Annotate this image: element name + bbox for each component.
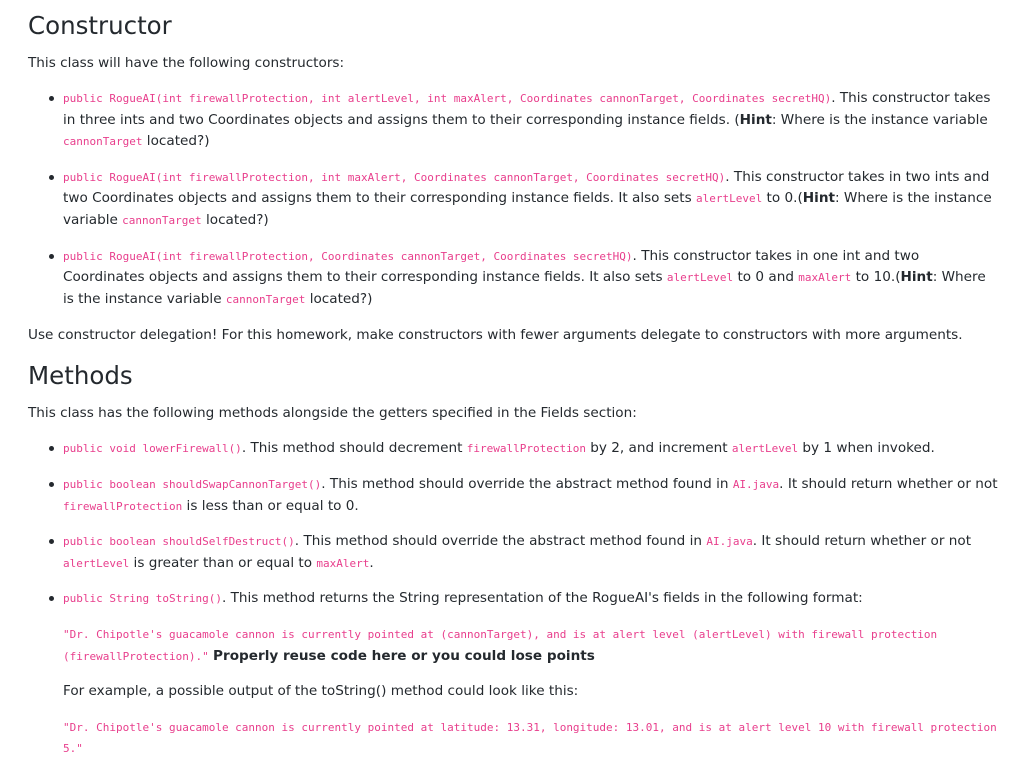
- constructor-item-3: [28, 246, 1000, 311]
- inline-code: AI.java: [732, 477, 780, 491]
- item-text: .: [369, 554, 374, 571]
- inline-code: cannonTarget: [122, 213, 202, 227]
- item-text: . This method returns the String representation of the RogueAI's fields in the following format:: [221, 590, 863, 607]
- item-text: . This method should decrement: [241, 440, 467, 457]
- item-text: to 10.(: [851, 269, 901, 286]
- item-text: . This constructor takes in two ints and two Coordinates objects and assigns them to their corresponding instance fields. It also sets: [63, 168, 990, 207]
- tostring-format: [63, 624, 1000, 667]
- hint-label: Hint: [802, 190, 836, 207]
- constructor-list: [28, 88, 1000, 310]
- constructor-signature: public RogueAI(int firewallProtection, int maxAlert, Coordinates cannonTarget, Coordinates secretHQ): [63, 170, 726, 184]
- hint-label: Hint: [739, 111, 772, 128]
- example-intro: For example, a possible output of the toString() method could look like this:: [63, 683, 579, 700]
- method-item-should-swap: [28, 474, 1000, 517]
- item-text: : Where is the instance variable: [63, 269, 986, 307]
- item-text: is less than or equal to 0.: [182, 497, 359, 514]
- method-signature: public boolean shouldSwapCannonTarget(): [63, 477, 322, 491]
- inline-code: firewallProtection: [466, 442, 586, 456]
- constructor-signature: public RogueAI(int firewallProtection, Coordinates cannonTarget, Coordinates secretHQ): [63, 249, 633, 263]
- example-code: "Dr. Chipotle's guacamole cannon is currently pointed at latitude: 13.31, longitude: 13.01, and is at alert level 10 with firewall protection 5.": [63, 720, 997, 756]
- item-text: is greater than or equal to: [129, 554, 317, 571]
- method-signature: public boolean shouldSelfDestruct(): [63, 535, 295, 549]
- method-signature: public void lowerFirewall(): [63, 442, 242, 456]
- hint-label: Hint: [900, 269, 933, 286]
- tostring-example: [63, 717, 1000, 760]
- inline-code: cannonTarget: [63, 135, 143, 149]
- inline-code: firewallProtection: [63, 499, 183, 513]
- methods-list: [28, 438, 1000, 610]
- item-text: . It should return whether or not: [752, 533, 972, 550]
- constructor-heading: Constructor: [28, 11, 172, 40]
- item-text: to 0 and: [733, 269, 799, 286]
- methods-intro: This class has the following methods alongside the getters specified in the Fields section:: [28, 405, 637, 422]
- item-text: : Where is the instance variable: [63, 190, 992, 228]
- item-text: by 2, and increment: [585, 440, 732, 457]
- item-text: . This method should override the abstract method found in: [321, 475, 733, 492]
- method-item-to-string: [28, 588, 1000, 610]
- item-text: . This constructor takes in one int and two Coordinates objects and assigns them to their corresponding instance fields. It also sets: [63, 247, 920, 286]
- item-text: located?): [201, 211, 269, 228]
- item-text: located?): [305, 290, 373, 307]
- methods-heading: Methods: [28, 361, 133, 391]
- item-text: . This method should override the abstract method found in: [294, 533, 707, 550]
- item-text: : Where is the instance variable: [771, 111, 988, 128]
- method-item-self-destruct: [28, 531, 1000, 574]
- item-text: . This constructor takes in three ints and two Coordinates objects and assigns them to their corresponding instance fields. (: [63, 90, 991, 128]
- format-warning: Properly reuse code here or you could lose points: [213, 647, 595, 664]
- item-text: . It should return whether or not: [779, 475, 998, 492]
- inline-code: alertLevel: [666, 271, 734, 285]
- format-code: "Dr. Chipotle's guacamole cannon is currently pointed at (cannonTarget), and is at alert level (alertLevel) with firewall protection (firewallProtection).": [63, 627, 938, 663]
- item-text: located?): [142, 133, 210, 150]
- inline-code: alertLevel: [696, 192, 763, 206]
- method-signature: public String toString(): [63, 592, 222, 606]
- constructor-intro: This class will have the following constructors:: [28, 55, 345, 71]
- inline-code: alertLevel: [63, 556, 130, 570]
- inline-code: maxAlert: [316, 556, 370, 570]
- inline-code: alertLevel: [731, 442, 799, 456]
- item-text: to 0.(: [762, 190, 803, 207]
- inline-code: AI.java: [706, 535, 753, 549]
- delegation-note: Use constructor delegation! For this homework, make constructors with fewer arguments delegate to constructors with more arguments.: [28, 327, 963, 344]
- constructor-item-2: [28, 167, 1000, 232]
- method-item-lower-firewall: [28, 438, 1000, 460]
- inline-code: cannonTarget: [225, 292, 306, 306]
- constructor-signature: public RogueAI(int firewallProtection, int alertLevel, int maxAlert, Coordinates cannonTarget, Coordinates secretHQ): [63, 92, 832, 105]
- constructor-item-1: [28, 88, 1000, 153]
- inline-code: maxAlert: [798, 271, 852, 285]
- item-text: by 1 when invoked.: [798, 440, 935, 457]
